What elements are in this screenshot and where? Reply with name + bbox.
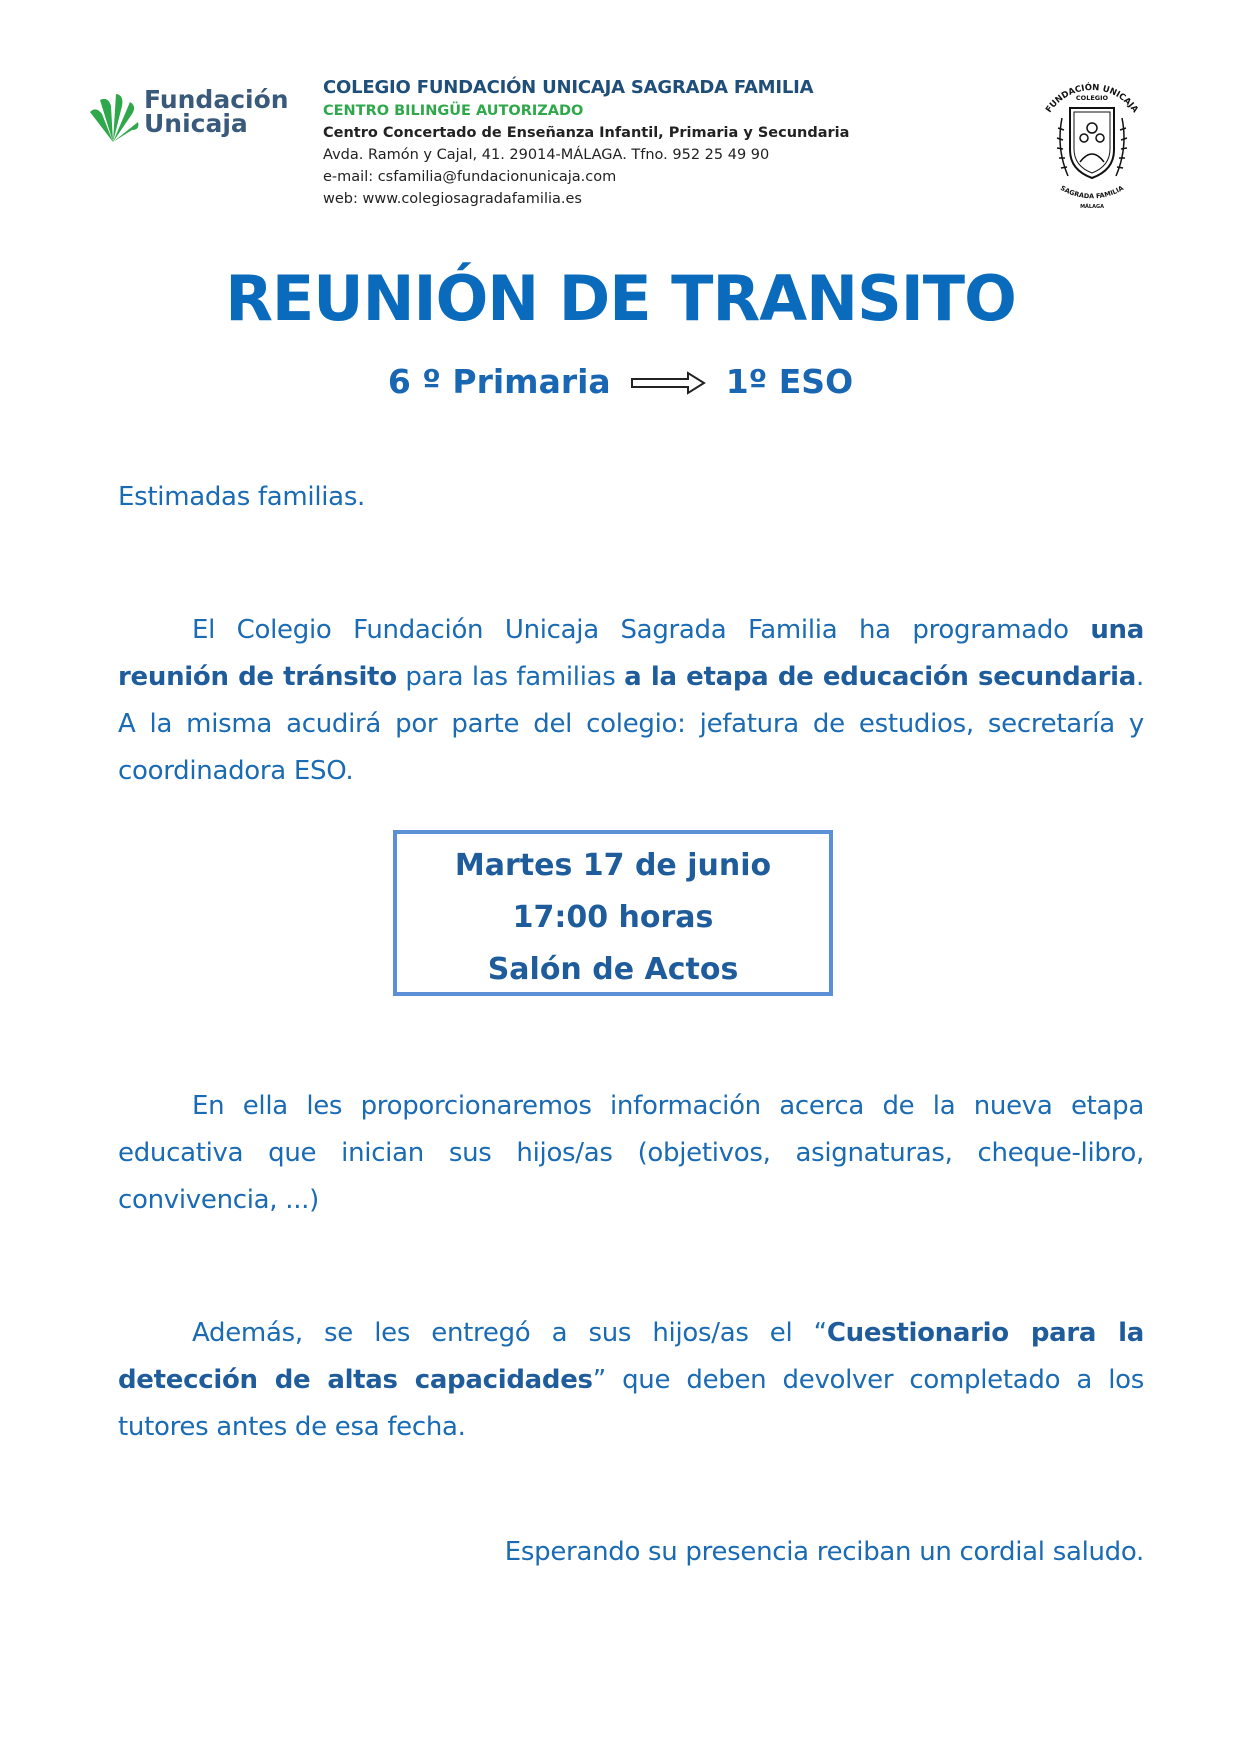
paragraph-intro-bold-meeting: una reunión de tránsito (118, 615, 1144, 692)
fundacion-unicaja-logo (86, 85, 289, 144)
paragraph-questionnaire-text-c: ” que deben devolver completado a los tutores antes de esa fecha. (118, 1365, 1145, 1442)
school-header (323, 76, 963, 210)
event-details-box (393, 830, 833, 996)
event-time: 17:00 horas (512, 900, 714, 935)
seal-mid-text: COLEGIO (1075, 94, 1109, 102)
paragraph-intro (118, 607, 1144, 795)
school-name: COLEGIO FUNDACIÓN UNICAJA SAGRADA FAMILIA (323, 77, 814, 98)
logo-line-1: Fundación (144, 85, 289, 114)
paragraph-questionnaire-text-a: Además, se les entregó a sus hijos/as el “ (192, 1318, 827, 1348)
paragraph-questionnaire-bold: Cuestionario para la detección de altas capacidades (118, 1318, 1145, 1395)
paragraph-info (118, 1083, 1144, 1224)
right-arrow-icon (630, 364, 706, 403)
event-place: Salón de Actos (487, 952, 739, 987)
school-seal-icon (1028, 78, 1156, 218)
school-type: Centro Concertado de Enseñanza Infantil, Primaria y Secundaria (323, 125, 850, 141)
fundacion-unicaja-logo-icon (86, 92, 140, 144)
seal-bottom-text: SAGRADA FAMILIA (1059, 184, 1125, 201)
paragraph-intro-text-e: . A la misma acudirá por parte del colegio: jefatura de estudios, secretaría y coordinadora ESO. (118, 662, 1144, 786)
paragraph-questionnaire (118, 1310, 1144, 1451)
page-subtitle (0, 362, 1241, 403)
school-address: Avda. Ramón y Cajal, 41. 29014-MÁLAGA. Tfno. 952 25 49 90 (323, 147, 770, 163)
svg-text:SAGRADA FAMILIA (1059, 184, 1125, 200)
closing-salutation: Esperando su presencia reciban un cordial saludo. (504, 1537, 1144, 1567)
seal-top-text: FUNDACIÓN UNICAJA (1044, 82, 1140, 115)
school-web[interactable]: web: www.colegiosagradafamilia.es (323, 191, 582, 207)
greeting: Estimadas familias. (118, 482, 366, 512)
logo-wordmark (144, 85, 289, 138)
school-email[interactable]: e-mail: csfamilia@fundacionunicaja.com (323, 169, 617, 185)
paragraph-intro-text-c: para las familias (396, 662, 625, 692)
subtitle-to: 1º ESO (725, 362, 854, 401)
subtitle-from: 6 º Primaria (387, 362, 611, 401)
paragraph-intro-bold-stage: a la etapa de educación secundaria (624, 662, 1137, 692)
event-date: Martes 17 de junio (454, 848, 772, 883)
paragraph-info-text: En ella les proporcionaremos información acerca de la nueva etapa educativa que inician sus hijos/as (objetivos, asignaturas, cheque-libro, convivencia, ...) (118, 1091, 1144, 1215)
logo-line-2: Unicaja (144, 109, 248, 138)
bilingual-label: CENTRO BILINGÜE AUTORIZADO (323, 103, 584, 119)
page-title: REUNIÓN DE TRANSITO (225, 262, 1016, 335)
school-seal (1028, 78, 1156, 218)
paragraph-intro-text-a: El Colegio Fundación Unicaja Sagrada Familia ha programado (192, 615, 1091, 645)
seal-city-text: MÁLAGA (1080, 204, 1104, 210)
